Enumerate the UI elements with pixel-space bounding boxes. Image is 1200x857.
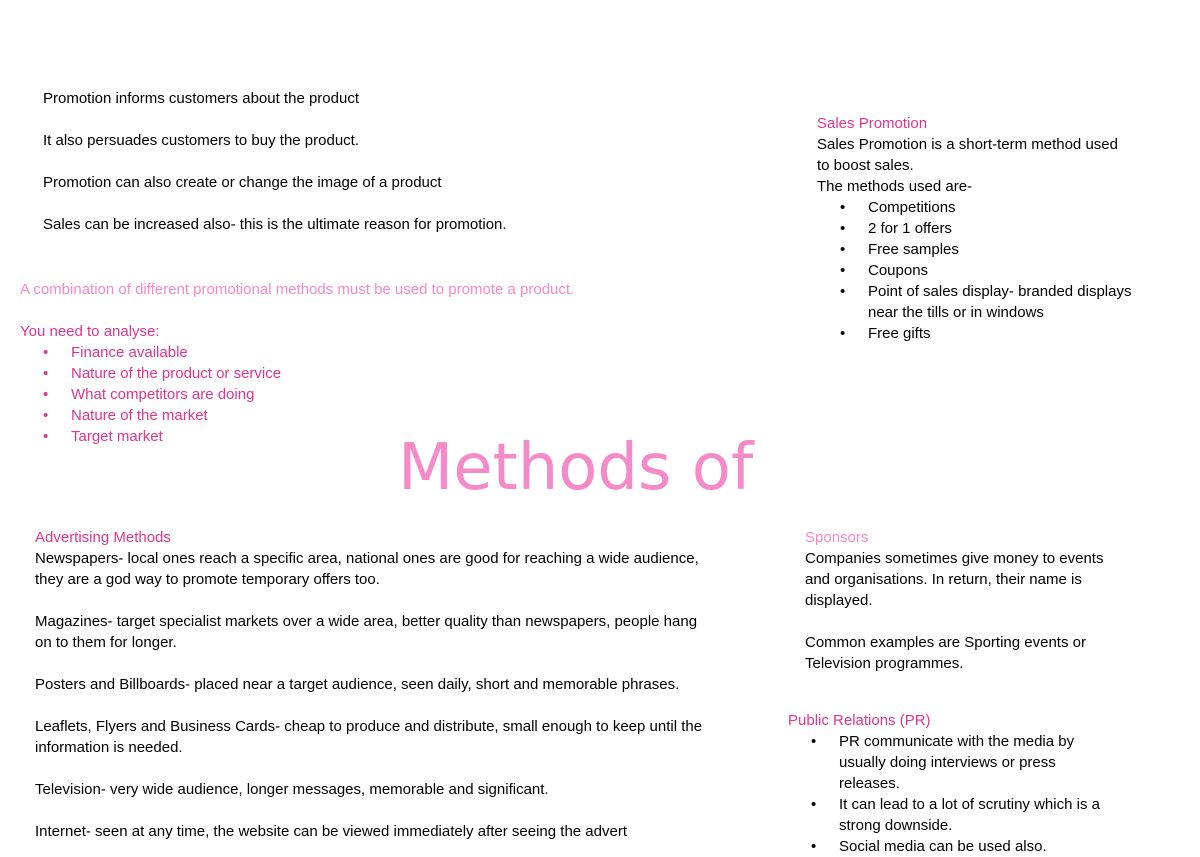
page-title: Methods of (398, 431, 754, 505)
ad-line: Leaflets, Flyers and Business Cards- cheap to produce and distribute, small enough to keep until the (35, 718, 703, 735)
sales-promotion-section (817, 113, 1157, 344)
pr-list (788, 731, 1148, 857)
pr-heading: Public Relations (PR) (788, 712, 931, 729)
analyse-heading: You need to analyse: (20, 323, 160, 340)
intro-line: Sales can be increased also- this is the ultimate reason for promotion. (43, 216, 507, 233)
list-item: • Target market (20, 426, 720, 447)
advertising-section (35, 527, 775, 842)
sponsors-section (805, 527, 1145, 674)
list-item: • Point of sales display- branded displays near the tills or in windows (817, 281, 1153, 323)
ad-line: Posters and Billboards- placed near a target audience, seen daily, short and memorable phrases. (35, 676, 680, 693)
intro-line: Promotion informs customers about the product (43, 90, 359, 107)
list-item: • 2 for 1 offers (817, 218, 1157, 239)
pr-section (788, 710, 1148, 857)
combination-statement: A combination of different promotional methods must be used to promote a product. (20, 281, 575, 298)
sponsors-line: and organisations. In return, their name is (805, 571, 1082, 588)
sales-promotion-list (817, 197, 1157, 344)
ad-line: Internet- seen at any time, the website can be viewed immediately after seeing the advert (35, 823, 627, 840)
ad-paragraph (35, 674, 775, 695)
ad-paragraph (35, 611, 775, 653)
ad-line: Newspapers- local ones reach a specific area, national ones are good for reaching a wide audience, (35, 550, 699, 567)
list-item: • Free samples (817, 239, 1157, 260)
list-item: • Nature of the product or service (20, 363, 720, 384)
ad-line: on to them for longer. (35, 634, 177, 651)
list-item: • Nature of the market (20, 405, 720, 426)
ad-line: Magazines- target specialist markets over a wide area, better quality than newspapers, people hang (35, 613, 698, 630)
ad-line: they are a god way to promote temporary offers too. (35, 571, 380, 588)
ad-line: information is needed. (35, 739, 183, 756)
list-item: • What competitors are doing (20, 384, 720, 405)
sponsors-heading: Sponsors (805, 529, 869, 546)
list-item: • Competitions (817, 197, 1157, 218)
sales-promotion-desc: Sales Promotion is a short-term method used (817, 136, 1118, 153)
advertising-heading: Advertising Methods (35, 529, 171, 546)
sales-promotion-heading: Sales Promotion (817, 115, 928, 132)
intro-section (43, 88, 643, 235)
intro-line: It also persuades customers to buy the product. (43, 132, 360, 149)
sponsors-line: Television programmes. (805, 655, 964, 672)
ad-paragraph (35, 548, 775, 590)
ad-paragraph (35, 716, 775, 758)
list-item: • PR communicate with the media by usually doing interviews or press releases. (788, 731, 1084, 794)
sales-promotion-desc: to boost sales. (817, 157, 914, 174)
combination-section (20, 279, 720, 447)
list-item: • Coupons (817, 260, 1157, 281)
intro-line: Promotion can also create or change the image of a product (43, 174, 442, 191)
sponsors-line: Companies sometimes give money to events (805, 550, 1104, 567)
sponsors-line: displayed. (805, 592, 873, 609)
ad-paragraph (35, 821, 775, 842)
list-item: • Finance available (20, 342, 720, 363)
ad-line: Television- very wide audience, longer messages, memorable and significant. (35, 781, 549, 798)
list-item: • Free gifts (817, 323, 1157, 344)
list-item: • It can lead to a lot of scrutiny which is a strong downside. (788, 794, 1124, 836)
list-item: • Social media can be used also. (788, 836, 1148, 857)
ad-paragraph (35, 779, 775, 800)
sales-promotion-intro: The methods used are- (817, 178, 973, 195)
sponsors-line: Common examples are Sporting events or (805, 634, 1086, 651)
